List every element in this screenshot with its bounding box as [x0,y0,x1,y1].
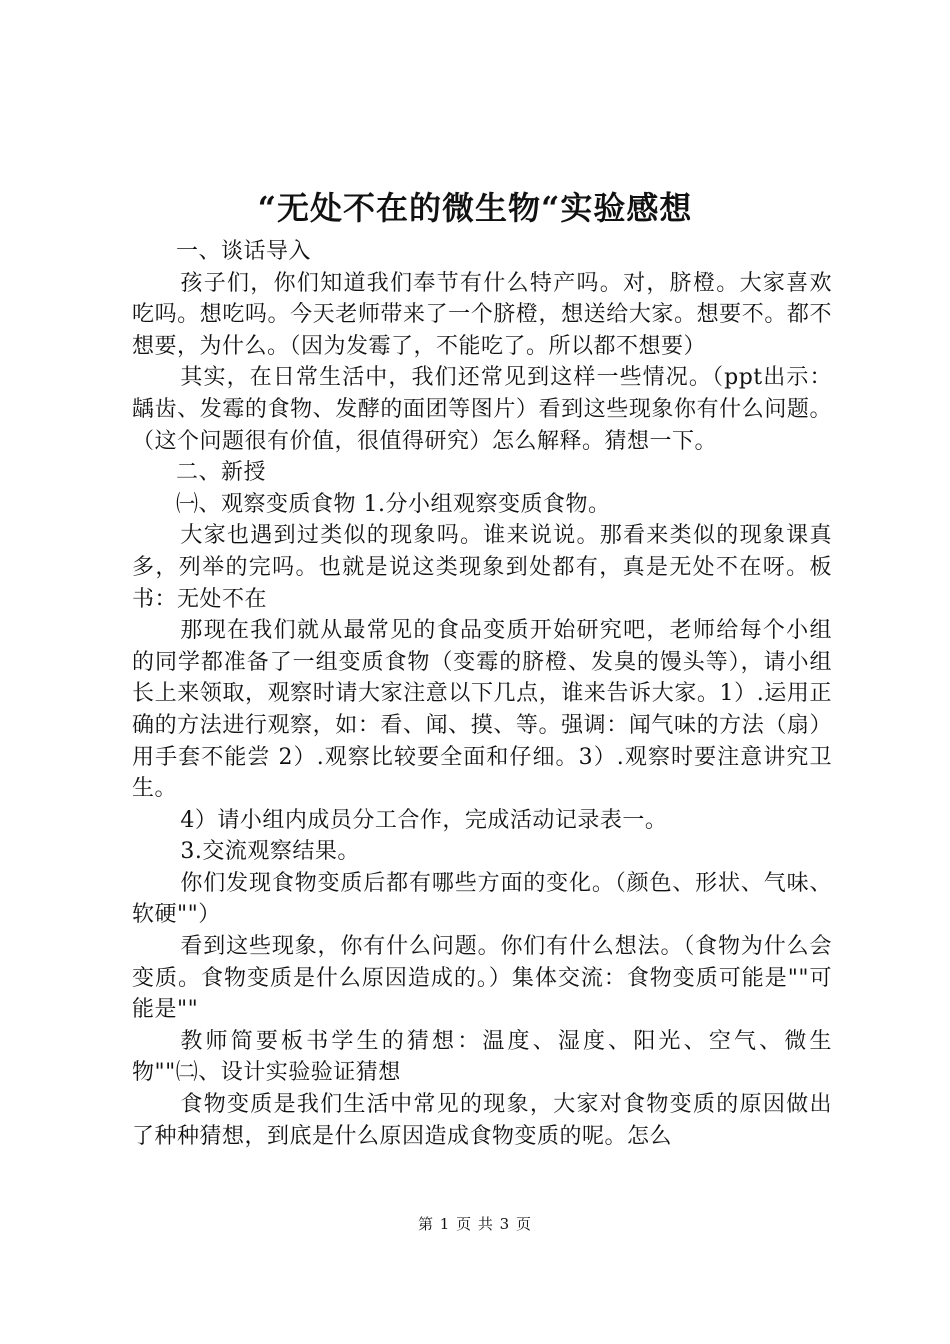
paragraph: 教师简要板书学生的猜想：温度、湿度、阳光、空气、微生物""㈡、设计实验验证猜想 [132,1028,832,1086]
paragraph: 孩子们，你们知道我们奉节有什么特产吗。对，脐橙。大家喜欢吃吗。想吃吗。今天老师带来了一个脐橙，想送给大家。想要不。都不想要，为什么。（因为发霉了，不能吃了。所以都不想要） [132,270,832,359]
paragraph: 3.交流观察结果。 [180,839,360,865]
paragraph: 4）请小组内成员分工合作，完成活动记录表一。 [180,807,668,833]
document-body [132,236,832,1152]
paragraph: 其实，在日常生活中，我们还常见到这样一些情况。（ppt出示：龋齿、发霉的食物、发酵的面团等图片）看到这些现象你有什么问题。（这个问题很有价值，很值得研究）怎么解释。猜想一下。 [132,365,832,454]
paragraph: 食物变质是我们生活中常见的现象，大家对食物变质的原因做出了种种猜想，到底是什么原因造成食物变质的呢。怎么 [132,1092,832,1149]
section-heading-intro: 一、谈话导入 [176,239,312,264]
document-title: “无处不在的微生物“实验感想 [257,189,693,227]
paragraph: 大家也遇到过类似的现象吗。谁来说说。那看来类似的现象课真多，列举的完吗。也就是说这类现象到处都有，真是无处不在呀。板书：无处不在 [132,523,832,612]
subsection-heading-observe: ㈠、观察变质食物 1.分小组观察变质食物。 [176,491,611,517]
paragraph: 那现在我们就从最常见的食品变质开始研究吧，老师给每个小组的同学都准备了一组变质食物（变霉的脐橙、发臭的馒头等），请小组长上来领取，观察时请大家注意以下几点，谁来告诉大家。1）.运用正确的方法进行观察，如：看、闻、摸、等。强调：闻气味的方法（扇）用手套不能尝 2）.观察比较要全面和仔细。3）.观察时要注意讲究卫生。 [132,618,832,802]
section-heading-new-lesson: 二、新授 [176,460,267,486]
paragraph: 你们发现食物变质后都有哪些方面的变化。（颜色、形状、气味、软硬""） [132,870,832,928]
page-footer: 第 1 页 共 3 页 [418,1215,532,1233]
paragraph: 看到这些现象，你有什么问题。你们有什么想法。（食物为什么会变质。食物变质是什么原因造成的。）集体交流：食物变质可能是""可能是"" [132,934,832,1023]
